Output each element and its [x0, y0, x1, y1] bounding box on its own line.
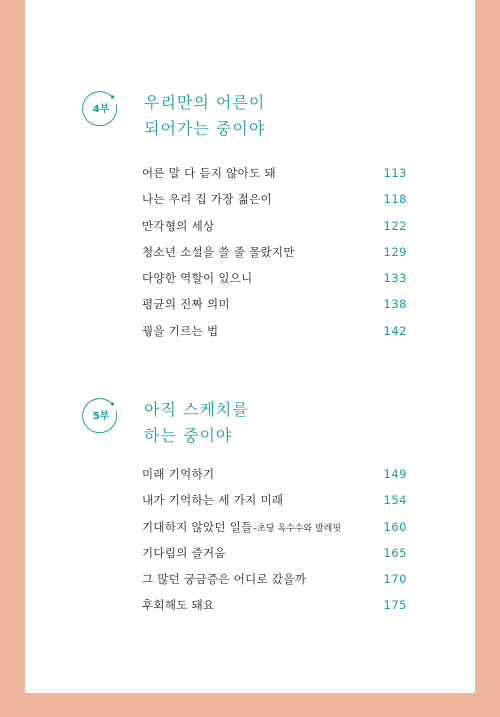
toc-entry[interactable] [142, 595, 407, 621]
entry-title: 만각형의 세상 [142, 218, 215, 233]
part-4-badge [81, 90, 121, 130]
entry-page: 175 [383, 598, 407, 613]
entry-page: 113 [383, 166, 407, 180]
entry-title: 어른 말 다 듣지 않아도 돼 [142, 166, 276, 180]
part-5-badge-label: 5부 [92, 411, 110, 422]
part-4-entry-list [142, 163, 407, 347]
entry-page: 165 [383, 545, 407, 560]
entry-page: 170 [383, 572, 407, 587]
entry-page: 154 [383, 493, 407, 508]
entry-page: 129 [383, 244, 407, 259]
toc-entry[interactable] [142, 321, 407, 347]
entry-title: 기대하지 않았던 일들 [142, 519, 253, 534]
part-5-entry-list [142, 464, 407, 622]
toc-entry[interactable] [142, 268, 407, 294]
toc-entry[interactable] [142, 189, 407, 215]
entry-page: 133 [383, 271, 407, 286]
entry-page: 149 [383, 467, 407, 481]
entry-title: 미래 기억하기 [142, 467, 215, 481]
entry-title: 평균의 진짜 의미 [142, 297, 230, 312]
part-4-title-line-1: 우리만의 어른이 [144, 93, 266, 112]
toc-entry[interactable] [142, 294, 407, 320]
part-4-badge-label: 4부 [92, 104, 110, 115]
toc-entry[interactable] [142, 543, 407, 569]
entry-title: 그 많던 궁금증은 어디로 갔을까 [142, 572, 307, 587]
entry-subtitle: –초당 옥수수와 발레핏 [252, 523, 342, 534]
toc-entry[interactable] [142, 163, 407, 189]
entry-page: 118 [383, 192, 407, 207]
entry-title: 청소년 소설을 쓸 줄 몰랐지만 [142, 244, 295, 259]
part-5-title [144, 397, 249, 449]
toc-entry[interactable] [142, 517, 407, 543]
entry-page: 142 [383, 323, 407, 338]
entry-page: 122 [383, 218, 407, 233]
entry-title: 다양한 역할이 있으니 [142, 271, 253, 286]
toc-entry[interactable] [142, 464, 407, 490]
part-4-title [144, 90, 265, 142]
entry-page: 138 [383, 297, 407, 312]
entry-title: 꿩을 기르는 법 [142, 323, 219, 338]
part-4-title-line-2: 되어가는 중이야 [144, 119, 266, 138]
entry-title: 기다림의 즐거움 [142, 545, 226, 560]
part-5-title-line-2: 하는 중이야 [144, 426, 233, 445]
part-5-badge [81, 397, 121, 437]
entry-title: 내가 기억하는 세 가지 미래 [142, 493, 284, 508]
toc-entry[interactable] [142, 490, 407, 516]
entry-page: 160 [383, 519, 407, 534]
page-sheet [25, 0, 475, 693]
entry-title: 후회해도 돼요 [142, 598, 215, 613]
part-5-title-line-1: 아직 스케치를 [144, 400, 249, 419]
toc-entry[interactable] [142, 216, 407, 242]
entry-title-with-subtitle [142, 517, 341, 539]
toc-entry[interactable] [142, 569, 407, 595]
entry-title: 나는 우리 집 가장 젊은이 [142, 192, 272, 207]
toc-entry[interactable] [142, 242, 407, 268]
